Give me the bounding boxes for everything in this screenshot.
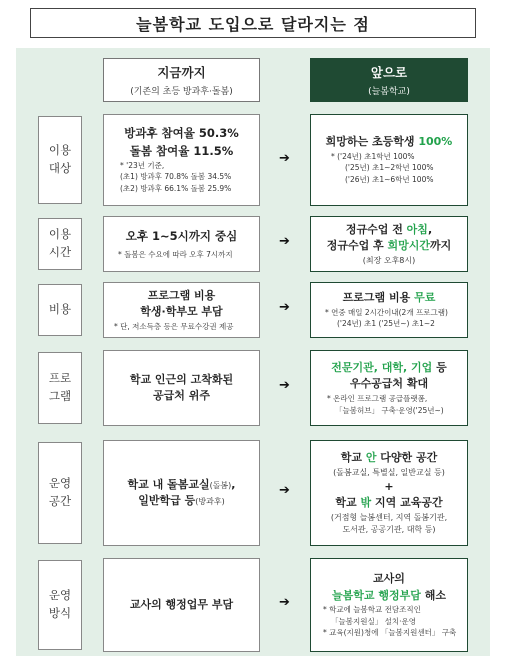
current-text: [128, 477, 236, 494]
category-label: 그램: [48, 389, 72, 403]
future-note: ('24년) 초1 ('25년~) 초1~2: [337, 319, 435, 329]
arrow-icon: ➔: [279, 595, 290, 610]
future-text: 우수공급처 확대: [349, 377, 429, 391]
category-method: [38, 560, 82, 650]
future-cost: [310, 282, 468, 338]
future-note: ('25년) 초1~2학년 100%: [345, 163, 434, 173]
current-note: * '23년 기준,: [120, 160, 165, 170]
future-program: [310, 350, 468, 426]
future-text: [343, 290, 436, 307]
category-target: [38, 116, 82, 204]
current-text: 학생·학부모 부담: [140, 305, 223, 319]
category-label: 이용: [48, 143, 72, 158]
current-text-part: (방과후): [195, 497, 225, 506]
future-text: [327, 238, 452, 255]
category-label: 방식: [48, 606, 72, 620]
category-label: 이용: [48, 227, 72, 242]
category-label: 운영: [48, 588, 72, 603]
header-future-title: 앞으로: [370, 65, 408, 80]
category-space: [38, 442, 82, 544]
current-method: [103, 558, 260, 652]
page-title: 늘봄학교 도입으로 달라지는 점: [30, 8, 476, 38]
header-current-title: 지금까지: [157, 65, 206, 80]
current-note: * 돌봄은 수요에 따라 오후 7시까지: [118, 249, 233, 259]
category-label: 운영: [48, 476, 72, 491]
current-text-part: (돌봄): [209, 480, 232, 490]
current-text: 프로그램 비용: [147, 288, 216, 302]
current-text-part: ,: [231, 477, 236, 491]
future-note: (거점형 늘봄센터, 지역 돌봄기관,: [330, 512, 448, 522]
current-note: * 단, 저소득층 등은 무료수강권 제공: [114, 321, 234, 331]
arrow-icon: ➔: [279, 483, 290, 498]
future-note: * 학교에 늘봄학교 전담조직인: [323, 605, 421, 615]
category-cost: [38, 284, 82, 336]
future-highlight: 밖: [360, 496, 372, 510]
future-text: [326, 134, 453, 151]
arrow-icon: ➔: [279, 378, 290, 393]
future-method: [310, 558, 468, 652]
current-program: [103, 350, 260, 426]
future-text: [341, 450, 438, 467]
future-text-part: 정규수업 후: [326, 239, 388, 252]
plus-sign: +: [384, 479, 394, 493]
future-text-part: 지역 교육공간: [371, 496, 443, 510]
future-space: [310, 440, 468, 546]
future-note: * ('24년) 초1학년 100%: [331, 151, 415, 161]
current-note: (초1) 방과후 70.8% 돌봄 34.5%: [120, 172, 232, 182]
future-text-part: ,: [427, 222, 433, 236]
future-target: [310, 114, 468, 206]
header-future: [310, 58, 468, 102]
future-text-part: 학교: [340, 451, 366, 465]
current-space: [103, 440, 260, 546]
current-text: 교사의 행정업무 부담: [129, 597, 234, 611]
category-label: 시간: [48, 245, 72, 259]
current-text: [138, 493, 224, 510]
current-text: 공급처 위주: [153, 389, 210, 402]
future-note: (최장 오후8시): [362, 255, 416, 265]
arrow-icon: ➔: [279, 300, 290, 315]
future-note: 「늘봄허브」 구축·운영('25년~): [335, 405, 444, 415]
current-text: 오후 1~5시까지 중심: [125, 228, 238, 243]
category-label: 공간: [48, 494, 72, 508]
header-future-sub: (늘봄학교): [368, 87, 410, 97]
future-text-part: 등: [432, 360, 447, 374]
future-highlight: 전문기관, 대학, 기업: [331, 360, 433, 374]
future-text: 교사의: [373, 572, 405, 586]
future-text: [335, 495, 442, 512]
current-target: [103, 114, 260, 206]
arrow-icon: ➔: [279, 151, 290, 166]
category-label: 프로: [48, 371, 72, 386]
future-note: ('26년) 초1~6학년 100%: [345, 175, 434, 185]
category-time: [38, 218, 82, 270]
future-text: [346, 222, 432, 239]
future-text-part: 다양한 공간: [376, 451, 438, 465]
current-time: [103, 216, 260, 272]
current-text: 돌봄 참여율 11.5%: [129, 143, 234, 158]
future-text-part: 프로그램 비용: [342, 291, 415, 305]
future-note: (돌봄교실, 특별실, 일반교실 등): [333, 467, 445, 477]
future-highlight: 무료: [414, 291, 436, 305]
future-text-part: 학교: [335, 496, 361, 510]
future-text-part: 희망하는 초등학생: [325, 135, 419, 149]
future-note: * 온라인 프로그램 공급플랫폼,: [327, 393, 428, 403]
future-highlight: 안: [365, 451, 377, 465]
future-text: [332, 588, 446, 605]
future-highlight: 늘봄학교 행정부담: [332, 588, 421, 602]
future-note: 「늘봄지원실」 설치·운영: [331, 616, 416, 626]
current-text: 방과후 참여율 50.3%: [124, 126, 239, 141]
header-current-sub: (기존의 초등 방과후·돌봄): [130, 87, 233, 97]
category-label: 대상: [48, 161, 72, 175]
current-note: (초2) 방과후 66.1% 돌봄 25.9%: [120, 184, 232, 194]
category-label: 비용: [48, 302, 72, 317]
future-text-part: 정규수업 전: [345, 222, 407, 236]
current-text-part: 학교 내 돌봄교실: [127, 477, 210, 491]
future-highlight: 100%: [418, 135, 453, 149]
category-program: [38, 352, 82, 424]
future-time: [310, 216, 468, 272]
arrow-icon: ➔: [279, 234, 290, 249]
future-text-part: 해소: [420, 588, 446, 602]
current-cost: [103, 282, 260, 338]
future-note: 도서관, 공공기관, 대학 등): [342, 524, 436, 534]
future-note: * 연중 매일 2시간이내(2개 프로그램): [325, 307, 448, 317]
current-text-part: 일반학급 등: [138, 494, 196, 507]
future-text: [331, 360, 447, 377]
future-text-part: 까지: [430, 239, 452, 252]
header-current: [103, 58, 260, 102]
future-note: * 교육(지원)청에 「늘봄지원센터」 구축: [323, 628, 457, 638]
future-highlight: 희망시간: [387, 239, 431, 252]
future-highlight: 아침: [406, 222, 428, 236]
current-text: 학교 인근의 고착화된: [129, 372, 234, 386]
